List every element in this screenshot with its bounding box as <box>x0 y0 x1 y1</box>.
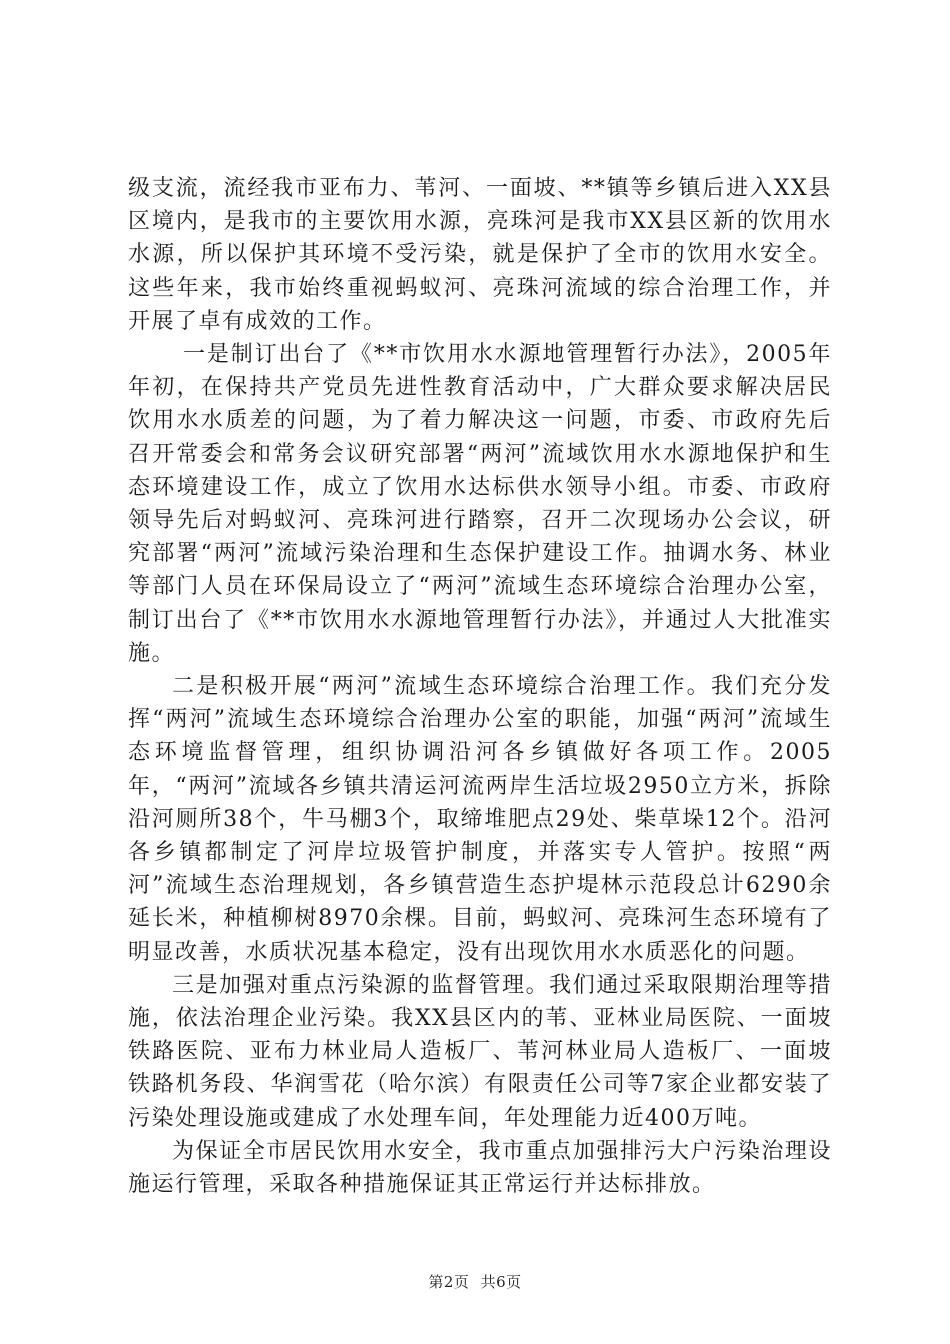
paragraph-point-one: 一是制订出台了《**市饮用水水源地管理暂行办法》，2005年年初，在保持共产党员先进性教育活动中，广大群众要求解决居民饮用水水质差的问题，为了着力解决这一问题，市委、市政府先后召开常委会和常务会议研究部署“两河”流域饮用水水源地保护和生态环境建设工作，成立了饮用水达标供水领导小组。市委、市政府领导先后对蚂蚁河、亮珠河进行踏察，召开二次现场办公会议，研究部署“两河”流域污染治理和生态保护建设工作。抽调水务、林业等部门人员在环保局设立了“两河”流域生态环境综合治理办公室，制订出台了《**市饮用水水源地管理暂行办法》，并通过人大批准实施。 <box>128 342 832 666</box>
paragraph-point-three: 三是加强对重点污染源的监督管理。我们通过采取限期治理等措施，依法治理企业污染。我XX县区内的苇、亚林业局医院、一面坡铁路医院、亚布力林业局人造板厂、苇河林业局人造板厂、一面坡铁路机务段、华润雪花（哈尔滨）有限责任公司等7家企业都安装了污染处理设施或建成了水处理车间，年处理能力近400万吨。 <box>128 972 832 1131</box>
paragraph-point-two: 二是积极开展“两河”流域生态环境综合治理工作。我们充分发挥“两河”流域生态环境综合治理办公室的职能，加强“两河”流域生态环境监督管理，组织协调沿河各乡镇做好各项工作。2005年，“两河”流域各乡镇共清运河流两岸生活垃圾2950立方米，拆除沿河厕所38个，牛马棚3个，取缔堆肥点29处、柴草垛12个。沿河各乡镇都制定了河岸垃圾管护制度，并落实专人管护。按照“两河”流域生态治理规划，各乡镇营造生态护堤林示范段总计6290余延长米，种植柳树8970余棵。目前，蚂蚁河、亮珠河生态环境有了明显改善，水质状况基本稳定，没有出现饮用水水质恶化的问题。 <box>128 674 832 965</box>
document-body <box>128 172 832 1201</box>
paragraph-closing: 为保证全市居民饮用水安全，我市重点加强排污大户污染治理设施运行管理，采取各种措施保证其正常运行并达标排放。 <box>128 1138 832 1198</box>
page-footer <box>0 1271 950 1292</box>
page-number: 第2页 <box>428 1273 470 1291</box>
page-total: 共6页 <box>480 1273 522 1291</box>
paragraph-intro: 级支流，流经我市亚布力、苇河、一面坡、**镇等乡镇后进入XX县区境内，是我市的主要饮用水源，亮珠河是我市XX县区新的饮用水水源，所以保护其环境不受污染，就是保护了全市的饮用水安全。这些年来，我市始终重视蚂蚁河、亮珠河流域的综合治理工作，并开展了卓有成效的工作。 <box>128 176 832 334</box>
